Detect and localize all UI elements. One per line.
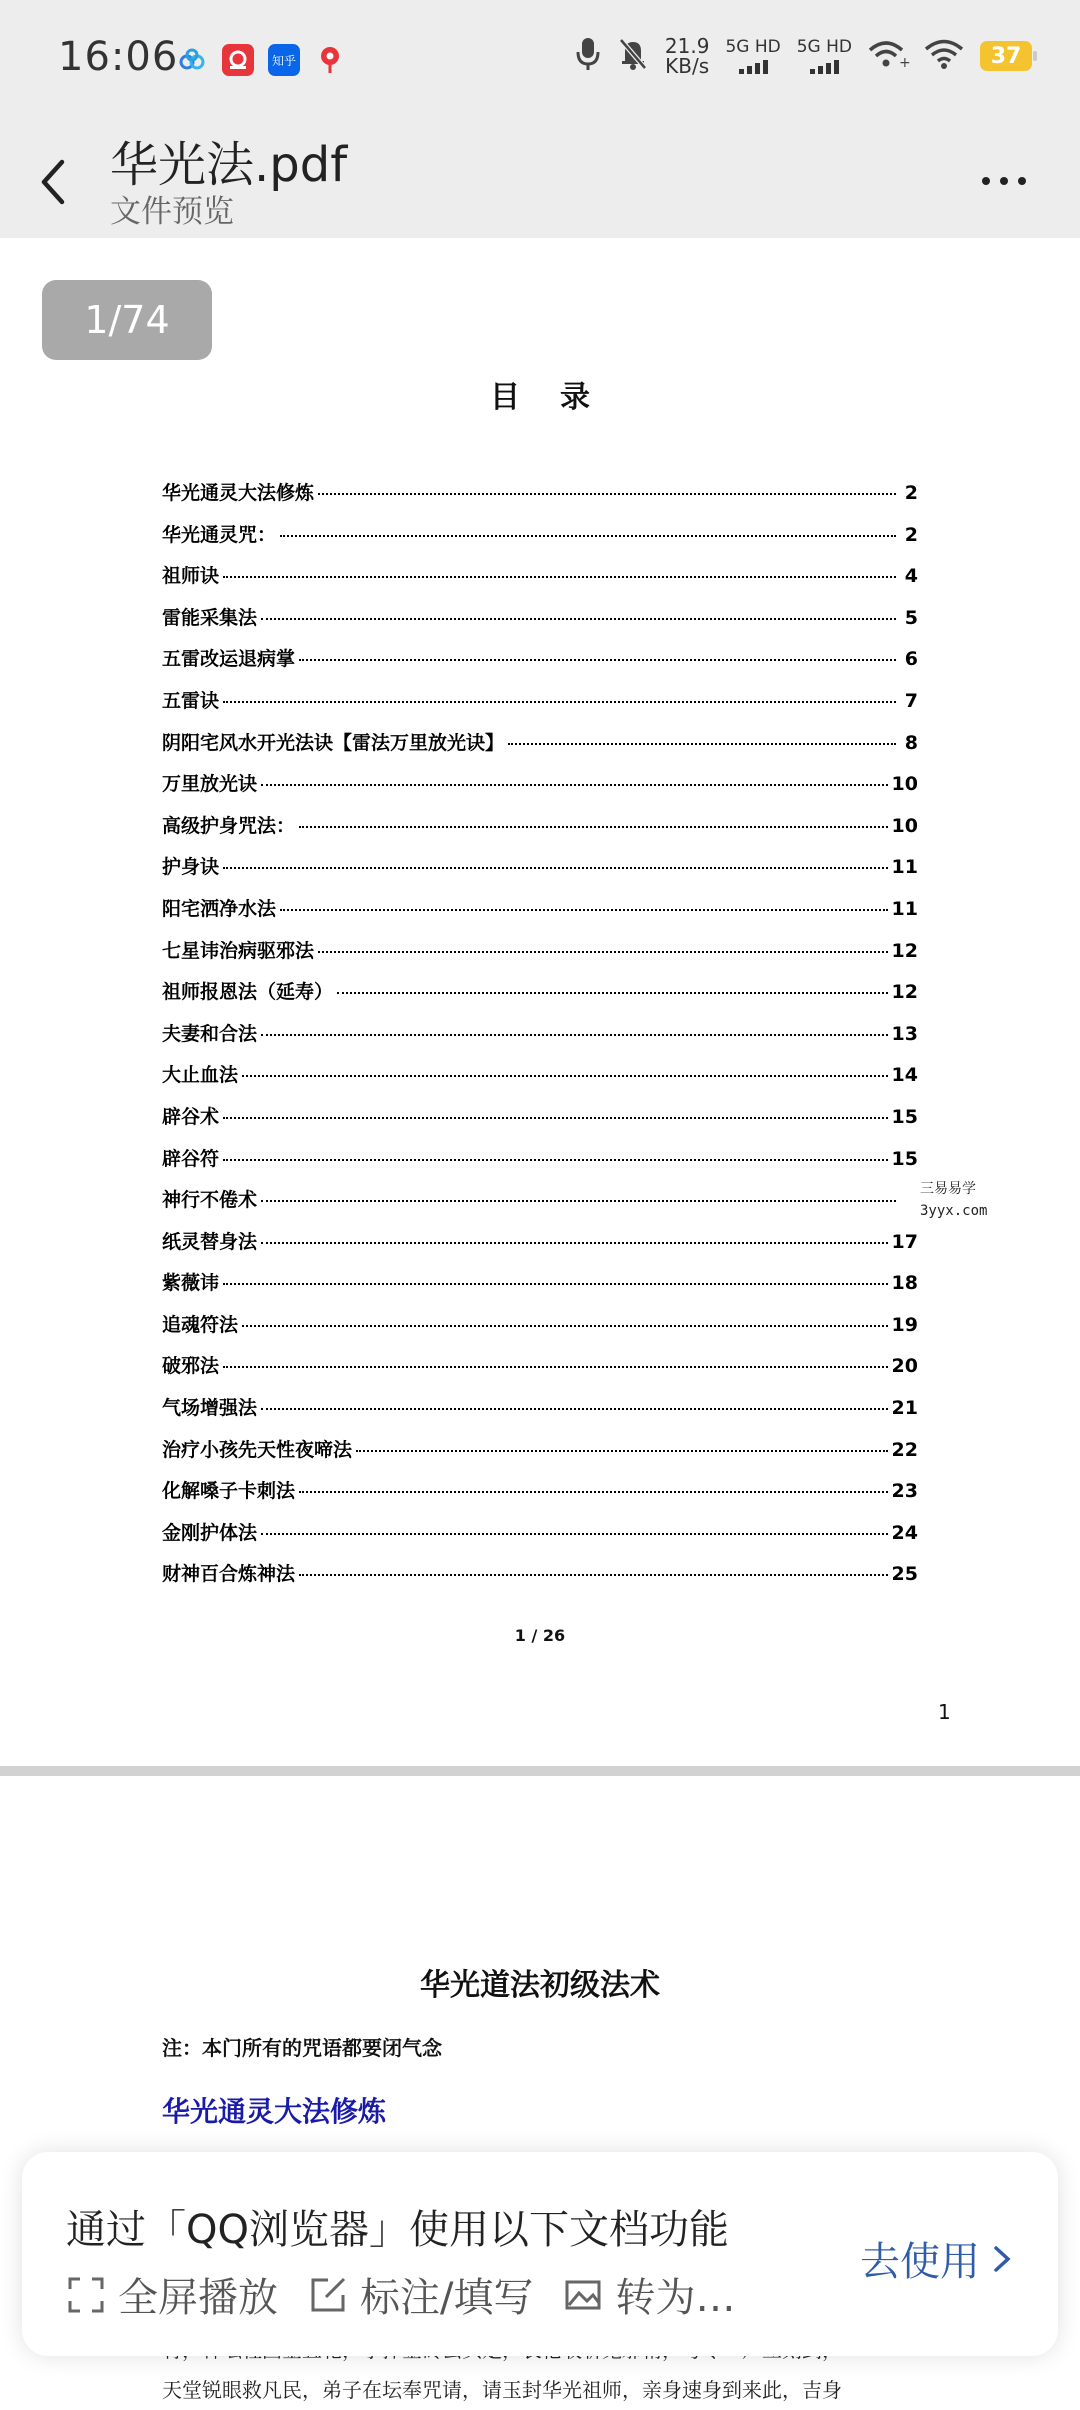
mute-bell-icon (617, 36, 649, 76)
chevron-left-icon (30, 140, 90, 220)
baidu-netdisk-icon (176, 44, 208, 76)
toc-leader-dots (223, 867, 888, 869)
more-dots-icon (1018, 177, 1026, 185)
signal-bars-icon (797, 58, 852, 74)
battery-icon: 37 (980, 41, 1032, 71)
toc-entry-title: 祖师报恩法（延寿） (162, 981, 334, 1004)
toc-leader-dots (299, 1574, 888, 1576)
signal-bars-icon (725, 58, 780, 74)
page-indicator: 1/74 (42, 280, 212, 360)
toc-entry-title: 阴阳宅风水开光法诀【雷法万里放光诀】 (162, 731, 505, 754)
toc-leader-dots (223, 1283, 888, 1285)
toc-entry-page: 15 (891, 1147, 918, 1170)
toc-leader-dots (318, 493, 896, 495)
toc-entry-title: 华光通灵咒： (162, 523, 277, 546)
more-dots-icon (982, 177, 990, 185)
edit-icon (308, 2275, 348, 2315)
toc-row[interactable] (162, 1144, 918, 1186)
page2-heading: 华光通灵大法修炼 (162, 2095, 387, 2128)
toc-leader-dots (223, 1117, 888, 1119)
toc-entry-page: 23 (891, 1480, 918, 1503)
toc-leader-dots (318, 951, 888, 953)
more-options-button[interactable] (982, 166, 1042, 196)
watermark (920, 1178, 987, 1222)
toc-entry-page: 11 (891, 897, 918, 920)
more-dots-icon (1000, 177, 1008, 185)
toc-row[interactable] (162, 1227, 918, 1269)
toc-row[interactable] (162, 1268, 918, 1310)
toc-leader-dots (261, 784, 888, 786)
toc-entry-page: 4 (904, 565, 918, 588)
toc-entry-page: 2 (904, 482, 918, 504)
toc-entry-page: 2 (904, 523, 918, 546)
status-app-icons (176, 44, 346, 76)
toc-entry-page: 13 (891, 1022, 918, 1045)
toc-entry-page: 21 (891, 1397, 918, 1420)
toc-entry-title: 化解嗓子卡刺法 (162, 1480, 296, 1503)
toc-entry-title: 大止血法 (162, 1064, 239, 1087)
network-speed-unit: KB/s (665, 54, 710, 78)
toc-row[interactable] (162, 936, 918, 978)
toc-entry-page: 20 (891, 1355, 918, 1378)
hotspot-icon (868, 38, 911, 74)
toc-row[interactable] (162, 1102, 918, 1144)
toc-entry-page: 25 (891, 1563, 918, 1586)
wifi-icon (924, 38, 964, 74)
zhihu-icon: 知乎 (268, 44, 300, 76)
toc-row[interactable] (162, 852, 918, 894)
toc-entry-page: 14 (891, 1064, 918, 1087)
toc-leader-dots (508, 743, 896, 745)
toc-entry-title: 万里放光诀 (162, 773, 258, 796)
toc-entry-title: 夫妻和合法 (162, 1022, 258, 1045)
toc-row[interactable] (162, 769, 918, 811)
toc-entry-title: 辟谷术 (162, 1105, 220, 1128)
toc-entry-title: 纸灵替身法 (162, 1230, 258, 1253)
toc-entry-title: 华光通灵大法修炼 (162, 482, 315, 504)
toc-entry-page: 8 (904, 731, 918, 754)
toc-leader-dots (261, 1408, 888, 1410)
toc-leader-dots (261, 1200, 896, 1202)
toc-row[interactable] (162, 561, 918, 603)
toc-entry-title: 破邪法 (162, 1355, 220, 1378)
toc-leader-dots (337, 992, 888, 994)
toc-entry-title: 追魂符法 (162, 1313, 239, 1336)
toc-entry-page: 17 (891, 1230, 918, 1253)
toc-entry-title: 神行不倦术 (162, 1189, 258, 1212)
toc-entry-title: 阳宅洒净水法 (162, 897, 277, 920)
back-button[interactable] (30, 140, 90, 220)
page2-note: 注：本门所有的咒语都要闭气念 (162, 2036, 442, 2060)
toc-entry-page: 22 (891, 1438, 918, 1461)
annotate-fill-feature[interactable] (308, 2266, 533, 2323)
toc-entry-title: 紫薇讳 (162, 1272, 220, 1295)
toc-leader-dots (223, 1159, 888, 1161)
toc-row[interactable] (162, 894, 918, 936)
microphone-icon (575, 36, 601, 76)
file-title: 华光法.pdf (110, 137, 348, 193)
go-use-button[interactable] (860, 2230, 1014, 2287)
watermark-line: 3yyx.com (920, 1203, 988, 1219)
toc-entry-page: 12 (891, 939, 918, 962)
toc-row[interactable] (162, 1559, 918, 1601)
location-pin-icon (314, 44, 346, 76)
fullscreen-play-feature[interactable] (66, 2266, 278, 2323)
table-of-contents (162, 478, 918, 1601)
toc-row[interactable] (162, 686, 918, 728)
toc-leader-dots (280, 909, 888, 911)
toc-row[interactable] (162, 603, 918, 645)
toc-entry-page: 10 (891, 773, 918, 796)
watermark-line: 三易易学 (920, 1181, 976, 1197)
toc-row[interactable] (162, 1060, 918, 1102)
toc-entry-title: 金刚护体法 (162, 1521, 258, 1544)
toc-entry-page: 18 (891, 1272, 918, 1295)
network-speed-value: 21.9 (664, 34, 710, 58)
status-time: 16:06 (58, 34, 179, 80)
toc-row[interactable] (162, 1019, 918, 1061)
toc-entry-title: 七星讳治病驱邪法 (162, 939, 315, 962)
toc-row[interactable] (162, 977, 918, 1019)
toc-row[interactable] (162, 728, 918, 770)
status-indicators (575, 36, 1032, 76)
toc-entry-title: 五雷诀 (162, 689, 220, 712)
toc-entry-title: 气场增强法 (162, 1397, 258, 1420)
file-subtitle: 文件预览 (110, 194, 234, 230)
toc-row[interactable] (162, 478, 918, 520)
toc-leader-dots (261, 618, 896, 620)
page2-title: 华光道法初级法术 (420, 1968, 660, 2003)
toc-row[interactable] (162, 1435, 918, 1477)
sim2-signal (797, 38, 852, 74)
toc-entry-page: 5 (904, 606, 918, 629)
toc-entry-page: 19 (891, 1313, 918, 1336)
toc-row[interactable] (162, 520, 918, 562)
network-speed (665, 36, 710, 76)
promo-features (66, 2266, 735, 2323)
fullscreen-icon (66, 2275, 106, 2315)
toc-entry-title: 辟谷符 (162, 1147, 220, 1170)
toc-entry-page: 12 (891, 981, 918, 1004)
page-number: 1 (938, 1700, 951, 1724)
toc-entry-page: 10 (891, 814, 918, 837)
toc-leader-dots (299, 1491, 888, 1493)
toc-leader-dots (261, 1533, 888, 1535)
toc-entry-title: 护身诀 (162, 856, 220, 879)
toc-leader-dots (242, 1075, 888, 1077)
app-header (0, 120, 1080, 238)
toc-leader-dots (356, 1450, 888, 1452)
toc-row[interactable] (162, 1310, 918, 1352)
toc-entry-title: 财神百合炼神法 (162, 1563, 296, 1586)
toc-leader-dots (299, 659, 896, 661)
go-use-label: 去使用 (860, 2239, 980, 2285)
toc-leader-dots (242, 1325, 888, 1327)
qq-browser-icon (222, 44, 254, 76)
convert-feature[interactable] (563, 2266, 735, 2323)
promo-title: 通过「QQ浏览器」使用以下文档功能 (66, 2207, 729, 2253)
feature-label: 标注/填写 (360, 2275, 534, 2321)
pdf-viewer[interactable] (0, 238, 1080, 2400)
page-divider (0, 1766, 1080, 1776)
toc-title: 目录 (490, 380, 630, 415)
svg-text:+: + (899, 55, 911, 71)
sim1-label: 5G HD (725, 37, 781, 57)
toc-leader-dots (280, 535, 896, 537)
toc-entry-page: 11 (891, 856, 918, 879)
toc-row[interactable] (162, 1351, 918, 1393)
toc-entry-title: 高级护身咒法： (162, 814, 296, 837)
chevron-right-icon (990, 2242, 1014, 2276)
toc-row[interactable] (162, 811, 918, 853)
toc-entry-title: 祖师诀 (162, 565, 220, 588)
toc-entry-title: 五雷改运退病掌 (162, 648, 296, 671)
toc-leader-dots (223, 701, 896, 703)
toc-row[interactable] (162, 1393, 918, 1435)
body-line: 天堂锐眼救凡民，弟子在坛奉咒请，请玉封华光祖师，亲身速身到来此，吉身 (162, 2378, 842, 2402)
page-footer: 1 / 26 (514, 1626, 566, 1645)
image-icon (563, 2275, 603, 2315)
toc-entry-title: 治疗小孩先天性夜啼法 (162, 1438, 353, 1461)
toc-row[interactable] (162, 1518, 918, 1560)
toc-row[interactable] (162, 1476, 918, 1518)
toc-leader-dots (299, 826, 888, 828)
toc-entry-page: 15 (891, 1105, 918, 1128)
sim1-signal (725, 38, 780, 74)
toc-entry-title: 雷能采集法 (162, 606, 258, 629)
toc-leader-dots (261, 1242, 888, 1244)
toc-leader-dots (223, 1366, 888, 1368)
toc-row[interactable] (162, 1185, 918, 1227)
toc-entry-page: 6 (904, 648, 918, 671)
sim2-label: 5G HD (796, 37, 852, 57)
toc-leader-dots (223, 576, 896, 578)
qq-browser-promo-card (22, 2152, 1058, 2356)
toc-row[interactable] (162, 644, 918, 686)
toc-leader-dots (261, 1034, 888, 1036)
toc-entry-page: 24 (891, 1521, 918, 1544)
feature-label: 转为… (615, 2275, 736, 2321)
feature-label: 全屏播放 (118, 2275, 278, 2321)
status-bar (0, 0, 1080, 120)
toc-entry-page: 7 (904, 689, 918, 712)
